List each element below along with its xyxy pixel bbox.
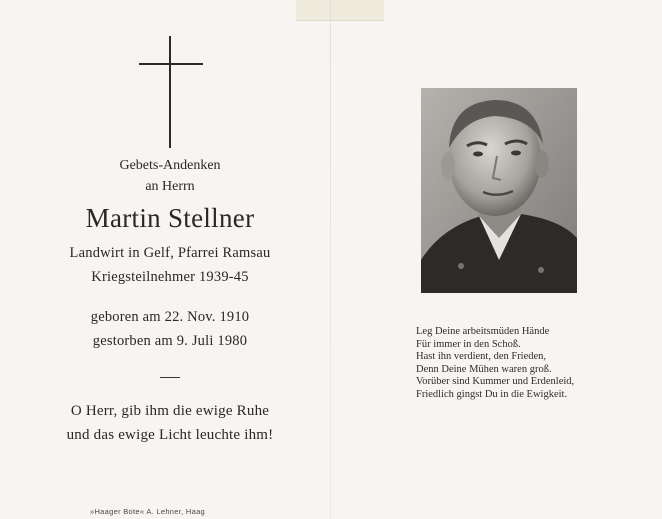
cross-horizontal-bar (139, 63, 203, 65)
prayer-line-2: und das ewige Licht leuchte ihm! (66, 427, 274, 443)
poem-line-1: Leg Deine arbeitsmüden Hände (416, 326, 550, 337)
separator-dash (160, 377, 180, 378)
birth-date: geboren am 22. Nov. 1910 (90, 309, 250, 325)
deceased-name: Martin Stellner (85, 203, 255, 233)
poem-line-5: Vorüber sind Kummer und Erdenleid, (416, 376, 575, 388)
latin-cross-icon (139, 36, 203, 148)
poem-line-2: Für immer in den Schoß. (416, 338, 521, 350)
poem-line-3: Hast ihn verdient, den Frieden, (416, 351, 547, 363)
occupation-line: Landwirt in Gelf, Pfarrei Ramsau (69, 245, 271, 261)
veteran-line: Kriegsteilnehmer 1939-45 (91, 269, 249, 285)
printer-imprint: »Haager Bote« A. Lehner, Haag (90, 507, 206, 516)
header-line-2: an Herrn (145, 179, 195, 194)
header-line-1: Gebets-Andenken (119, 158, 221, 173)
portrait-image (421, 88, 577, 293)
poem (416, 326, 574, 402)
poem-line-6: Friedlich gingst Du in die Ewigkeit. (416, 388, 568, 400)
cross-vertical-bar (169, 36, 171, 148)
prayer-line-1: O Herr, gib ihm die ewige Ruhe (70, 403, 270, 419)
death-date: gestorben am 9. Juli 1980 (92, 333, 248, 349)
portrait-photo (421, 88, 577, 293)
poem-line-4: Denn Deine Mühen waren groß. (416, 363, 552, 375)
